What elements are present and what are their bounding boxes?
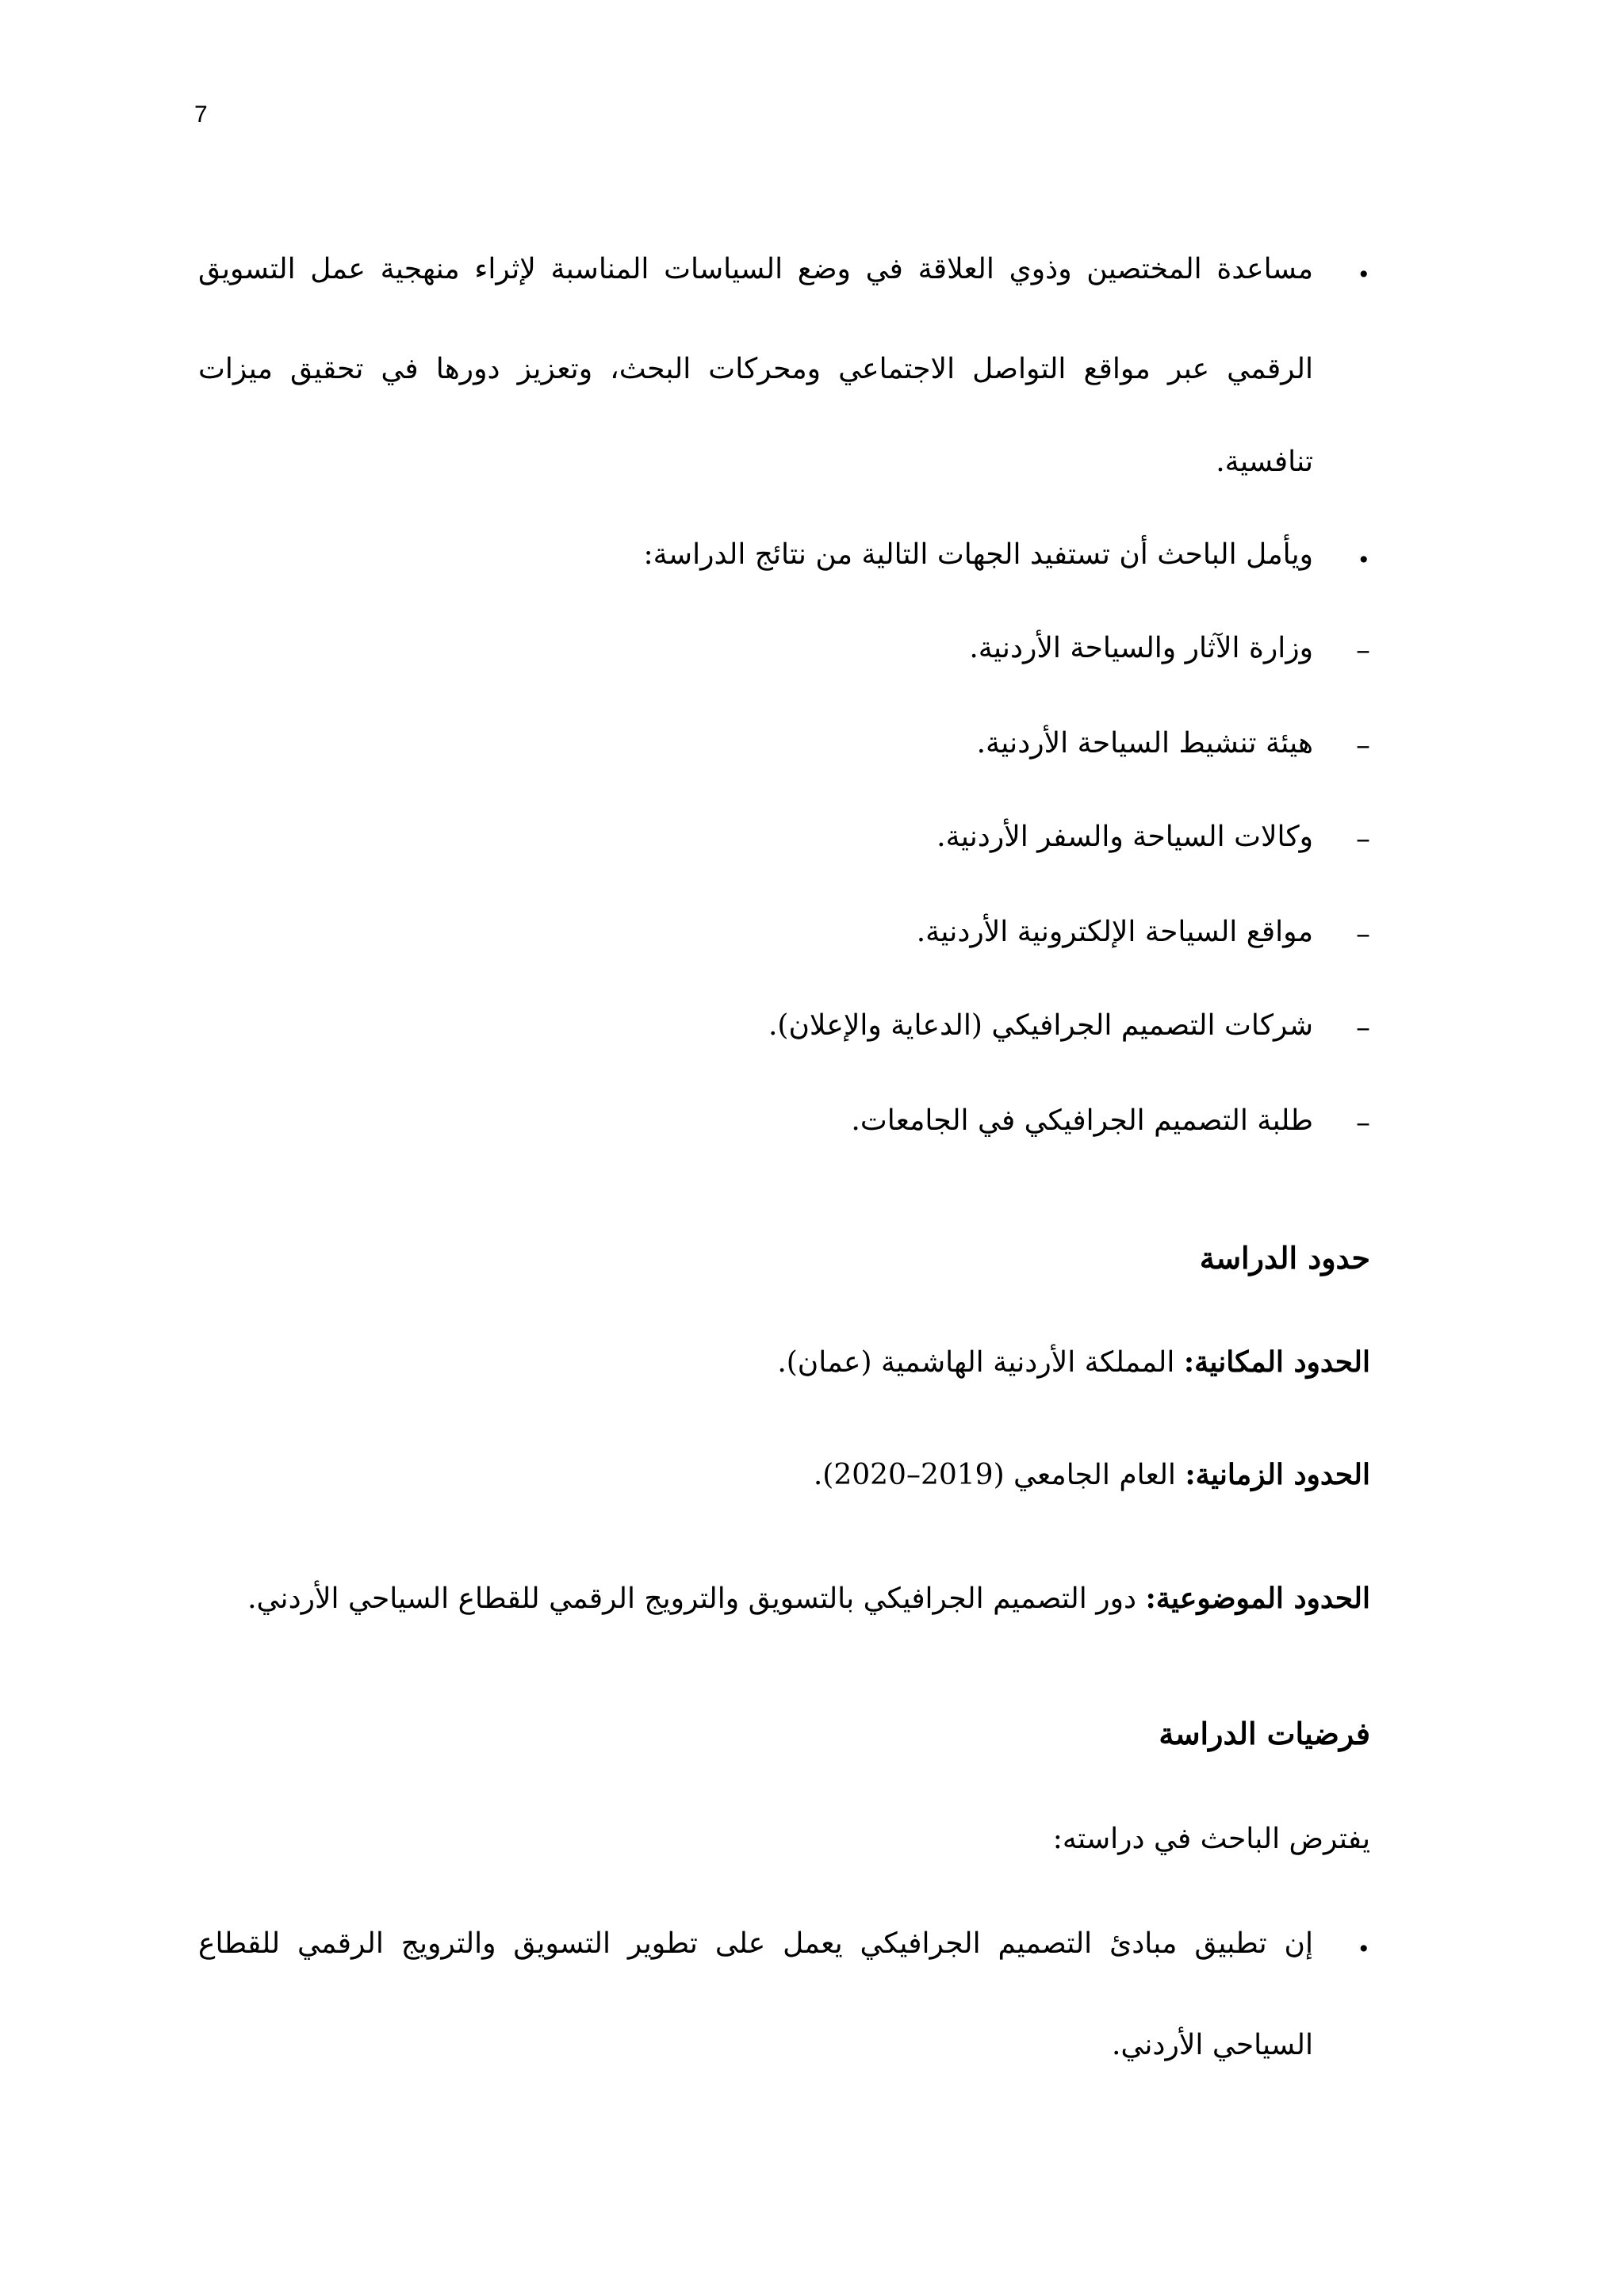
bullet-1-line-3: تنافسية.	[1216, 446, 1313, 478]
hypothesis-line-2: السياحي الأردني.	[1111, 2029, 1313, 2061]
list-item: شركات التصميم الجرافيكي (الدعاية والإعلان).	[768, 1009, 1313, 1042]
limit-subject	[247, 1584, 1370, 1613]
limit-subject-label: الحدود الموضوعية:	[1145, 1582, 1370, 1615]
limit-temporal-text: العام الجامعي (2019–2020).	[813, 1459, 1185, 1491]
section-heading-hypotheses: فرضيات الدراسة	[1159, 1716, 1370, 1751]
section-heading-limits: حدود الدراسة	[1199, 1240, 1370, 1276]
dash-icon: –	[1356, 1107, 1370, 1139]
bullet-1-line-1: مساعدة المختصين وذوي العلاقة في وضع السياسات المناسبة لإثراء منهجية عمل التسويق	[198, 253, 1313, 285]
limit-spatial	[777, 1345, 1370, 1379]
hypotheses-intro: يفترض الباحث في دراسته:	[1052, 1823, 1370, 1855]
list-item: وزارة الآثار والسياحة الأردنية.	[969, 632, 1313, 664]
bullet-2-line-1: ويأمل الباحث أن تستفيد الجهات التالية من نتائج الدراسة:	[643, 538, 1313, 571]
limit-subject-text: دور التصميم الجرافيكي بالتسويق والترويج الرقمي للقطاع السياحي الأردني.	[247, 1582, 1146, 1615]
bullet-icon: •	[1357, 262, 1370, 288]
dash-icon: –	[1356, 1012, 1370, 1044]
list-item: طلبة التصميم الجرافيكي في الجامعات.	[851, 1104, 1313, 1137]
dash-icon: –	[1356, 634, 1370, 667]
list-item: مواقع السياحة الإلكترونية الأردنية.	[916, 916, 1313, 948]
bullet-icon: •	[1357, 547, 1370, 573]
list-item: هيئة تنشيط السياحة الأردنية.	[976, 727, 1313, 760]
dash-icon: –	[1356, 918, 1370, 951]
list-item: وكالات السياحة والسفر الأردنية.	[936, 821, 1313, 853]
limit-temporal	[814, 1460, 1370, 1490]
limit-spatial-text: المملكة الأردنية الهاشمية (عمان).	[777, 1346, 1184, 1379]
dash-icon: –	[1356, 729, 1370, 762]
bullet-1-line-2: الرقمي عبر مواقع التواصل الاجتماعي ومحركات البحث، وتعزيز دورها في تحقيق ميزات	[198, 353, 1313, 385]
hypothesis-line-1: إن تطبيق مبادئ التصميم الجرافيكي يعمل على تطوير التسويق والترويج الرقمي للقطاع	[198, 1927, 1313, 1960]
limit-temporal-label: الحدود الزمانية:	[1185, 1458, 1370, 1491]
page-number: 7	[194, 101, 208, 128]
bullet-icon: •	[1357, 1936, 1370, 1962]
dash-icon: –	[1356, 823, 1370, 855]
limit-spatial-label: الحدود المكانية:	[1183, 1345, 1370, 1379]
